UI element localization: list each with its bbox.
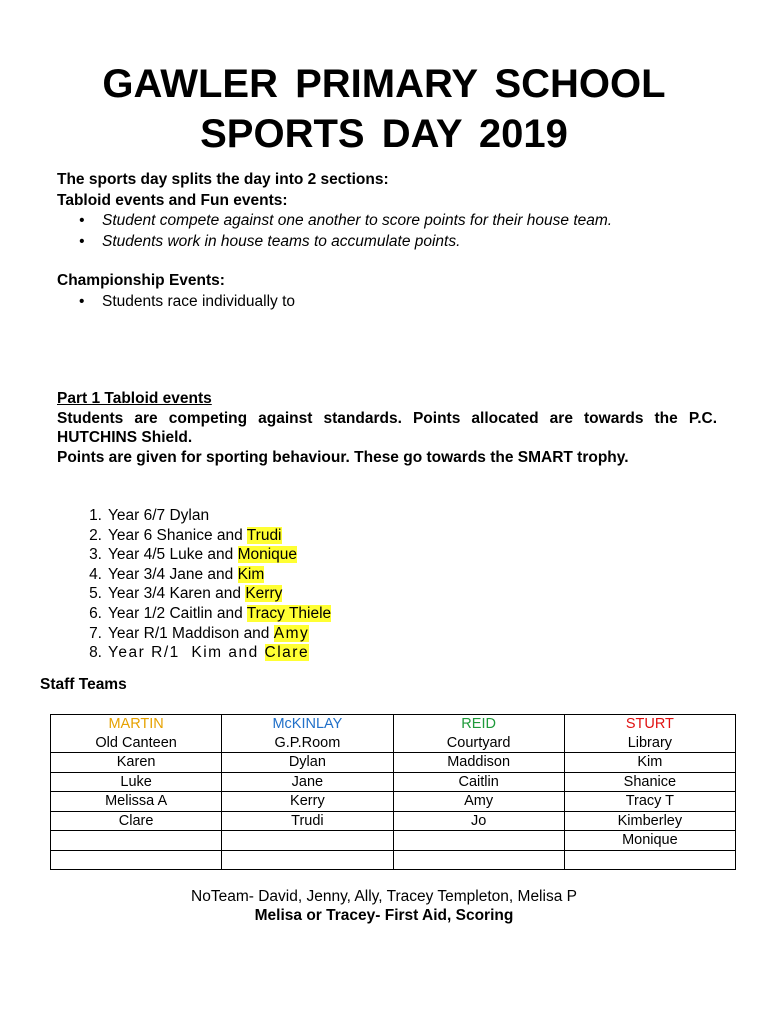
house-name-cell: McKINLAY — [222, 715, 393, 734]
event-highlight: Clare — [264, 644, 310, 662]
event-number: 5. — [89, 585, 102, 603]
event-number: 7. — [89, 624, 102, 642]
event-item — [80, 506, 331, 526]
staff-teams-heading: Staff Teams — [40, 676, 127, 693]
house-location-cell: G.P.Room — [222, 734, 393, 753]
event-number: 6. — [89, 604, 102, 622]
championship-bullet: • Students race individually to — [57, 292, 737, 313]
intro-bullets — [57, 211, 737, 252]
team-member-cell — [51, 831, 222, 851]
event-item — [80, 643, 331, 663]
team-member-cell — [393, 850, 564, 870]
intro-line1: The sports day splits the day into 2 sections: — [57, 171, 389, 188]
team-member-cell: Luke — [51, 772, 222, 792]
event-text: Year 6/7 Dylan — [108, 507, 210, 524]
house-name-cell: STURT — [564, 715, 735, 734]
event-text: Year 6 Shanice and — [108, 526, 247, 544]
house-location-cell: Courtyard — [393, 734, 564, 753]
team-member-cell — [393, 831, 564, 851]
team-member-cell — [51, 850, 222, 870]
table-row — [51, 811, 736, 831]
table-row — [51, 753, 736, 773]
document-title-line1: GAWLER PRIMARY SCHOOL — [102, 62, 666, 106]
intro-section — [57, 170, 737, 252]
event-number: 4. — [89, 565, 102, 583]
table-row — [51, 850, 736, 870]
part1-para1: Students are competing against standards. Points allocated are towards the P.C. HUTCHINS Shield. — [57, 409, 717, 446]
team-member-cell: Trudi — [222, 811, 393, 831]
intro-bullet: • Student compete against one another to score points for their house team. — [57, 211, 737, 232]
event-highlight: Monique — [237, 546, 298, 564]
house-location-cell: Old Canteen — [51, 734, 222, 753]
team-member-cell: Tracy T — [564, 792, 735, 812]
house-name-cell: REID — [393, 715, 564, 734]
event-item — [80, 526, 331, 546]
team-member-cell: Monique — [564, 831, 735, 851]
team-member-cell: Caitlin — [393, 772, 564, 792]
event-number: 1. — [89, 507, 102, 524]
event-item — [80, 604, 331, 624]
part1-section — [57, 389, 717, 467]
team-member-cell — [222, 831, 393, 851]
intro-bullet: • Students work in house teams to accumulate points. — [57, 232, 737, 253]
team-member-cell — [222, 850, 393, 870]
event-highlight: Kerry — [245, 585, 283, 603]
team-member-cell: Karen — [51, 753, 222, 773]
team-member-cell: Jo — [393, 811, 564, 831]
table-row — [51, 792, 736, 812]
part1-heading: Part 1 Tabloid events — [57, 390, 212, 407]
event-highlight: Amy — [273, 624, 310, 642]
team-member-cell: Shanice — [564, 772, 735, 792]
event-item — [80, 584, 331, 604]
team-member-cell: Kimberley — [564, 811, 735, 831]
team-member-cell: Clare — [51, 811, 222, 831]
team-member-cell: Amy — [393, 792, 564, 812]
event-highlight: Kim — [237, 565, 265, 583]
event-text: Year R/1 Maddison and — [108, 624, 274, 642]
event-text: Year 3/4 Jane and — [108, 565, 238, 583]
team-member-cell: Dylan — [222, 753, 393, 773]
house-name-cell: MARTIN — [51, 715, 222, 734]
staff-teams-table — [50, 714, 736, 870]
event-text: Year 3/4 Karen and — [108, 585, 246, 603]
no-team-line: NoTeam- David, Jenny, Ally, Tracey Templeton, Melisa P — [191, 888, 577, 905]
championship-section — [57, 271, 737, 312]
team-member-cell: Kerry — [222, 792, 393, 812]
event-text: Year 1/2 Caitlin and — [108, 604, 247, 622]
event-text: Year 4/5 Luke and — [108, 546, 238, 564]
team-member-cell: Melissa A — [51, 792, 222, 812]
event-text: Year R/1 Kim and — [108, 644, 265, 662]
part1-para2: Points are given for sporting behaviour. These go towards the SMART trophy. — [57, 448, 629, 466]
document-title-line2: SPORTS DAY 2019 — [200, 112, 568, 156]
event-item — [80, 545, 331, 565]
intro-line2: Tabloid events and Fun events: — [57, 191, 288, 209]
team-member-cell: Jane — [222, 772, 393, 792]
event-number: 8. — [89, 644, 102, 662]
house-name-row — [51, 715, 736, 734]
team-member-cell: Maddison — [393, 753, 564, 773]
championship-heading: Championship Events: — [57, 272, 225, 289]
event-number: 2. — [89, 526, 102, 544]
table-row — [51, 772, 736, 792]
event-highlight: Trudi — [246, 526, 282, 544]
house-location-row — [51, 734, 736, 753]
event-list — [80, 506, 331, 663]
first-aid-line: Melisa or Tracey- First Aid, Scoring — [254, 907, 514, 924]
event-number: 3. — [89, 546, 102, 564]
team-member-cell: Kim — [564, 753, 735, 773]
house-location-cell: Library — [564, 734, 735, 753]
team-member-cell — [564, 850, 735, 870]
event-highlight: Tracy Thiele — [246, 604, 332, 622]
event-item — [80, 624, 331, 644]
event-item — [80, 565, 331, 585]
table-row — [51, 831, 736, 851]
championship-bullets — [57, 292, 737, 313]
